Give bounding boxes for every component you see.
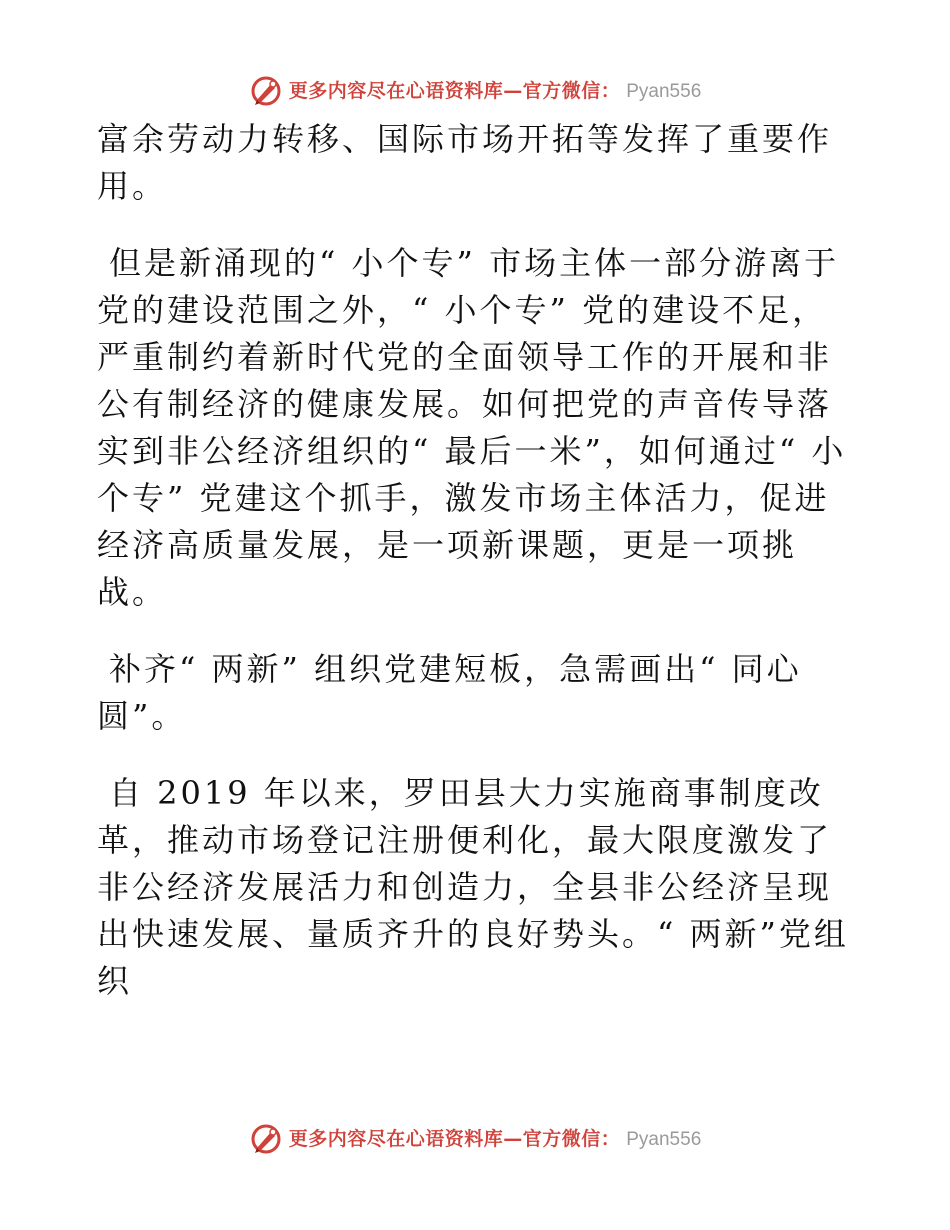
pen-logo-icon xyxy=(249,1122,283,1156)
paragraph-2: 但是新涌现的“ 小个专” 市场主体一部分游离于党的建设范围之外，“ 小个专” 党的建设不足，严重制约着新时代党的全面领导工作的开展和非公有制经济的健康发展。如何把党的声音传导落实到非公经济组织的“ 最后一米”，如何通过“ 小个专” 党建这个抓手，激发市场主体活力，促进经济高质量发展，是一项新课题，更是一项挑战。 xyxy=(97,244,847,611)
header-watermark xyxy=(0,71,950,111)
paragraph-3: 补齐“ 两新” 组织党建短板，急需画出“ 同心圆”。 xyxy=(97,650,802,735)
pen-logo-icon xyxy=(249,74,283,108)
watermark-wechat-id: Pyan556 xyxy=(626,1128,702,1150)
watermark-wechat-id: Pyan556 xyxy=(626,80,702,102)
paragraph-4: 自 2019 年以来，罗田县大力实施商事制度改革，推动市场登记注册便利化，最大限度激发了非公经济发展活力和创造力，全县非公经济呈现出快速发展、量质齐升的良好势头。“ 两新”党组织 xyxy=(97,774,849,1000)
paragraph-1: 富余劳动力转移、国际市场开拓等发挥了重要作用。 xyxy=(97,120,833,205)
watermark-text-cn: 更多内容尽在心语资料库—官方微信： xyxy=(288,1127,621,1150)
footer-watermark xyxy=(0,1119,950,1159)
watermark-text-cn: 更多内容尽在心语资料库—官方微信： xyxy=(288,79,621,102)
document-body xyxy=(97,116,857,1035)
